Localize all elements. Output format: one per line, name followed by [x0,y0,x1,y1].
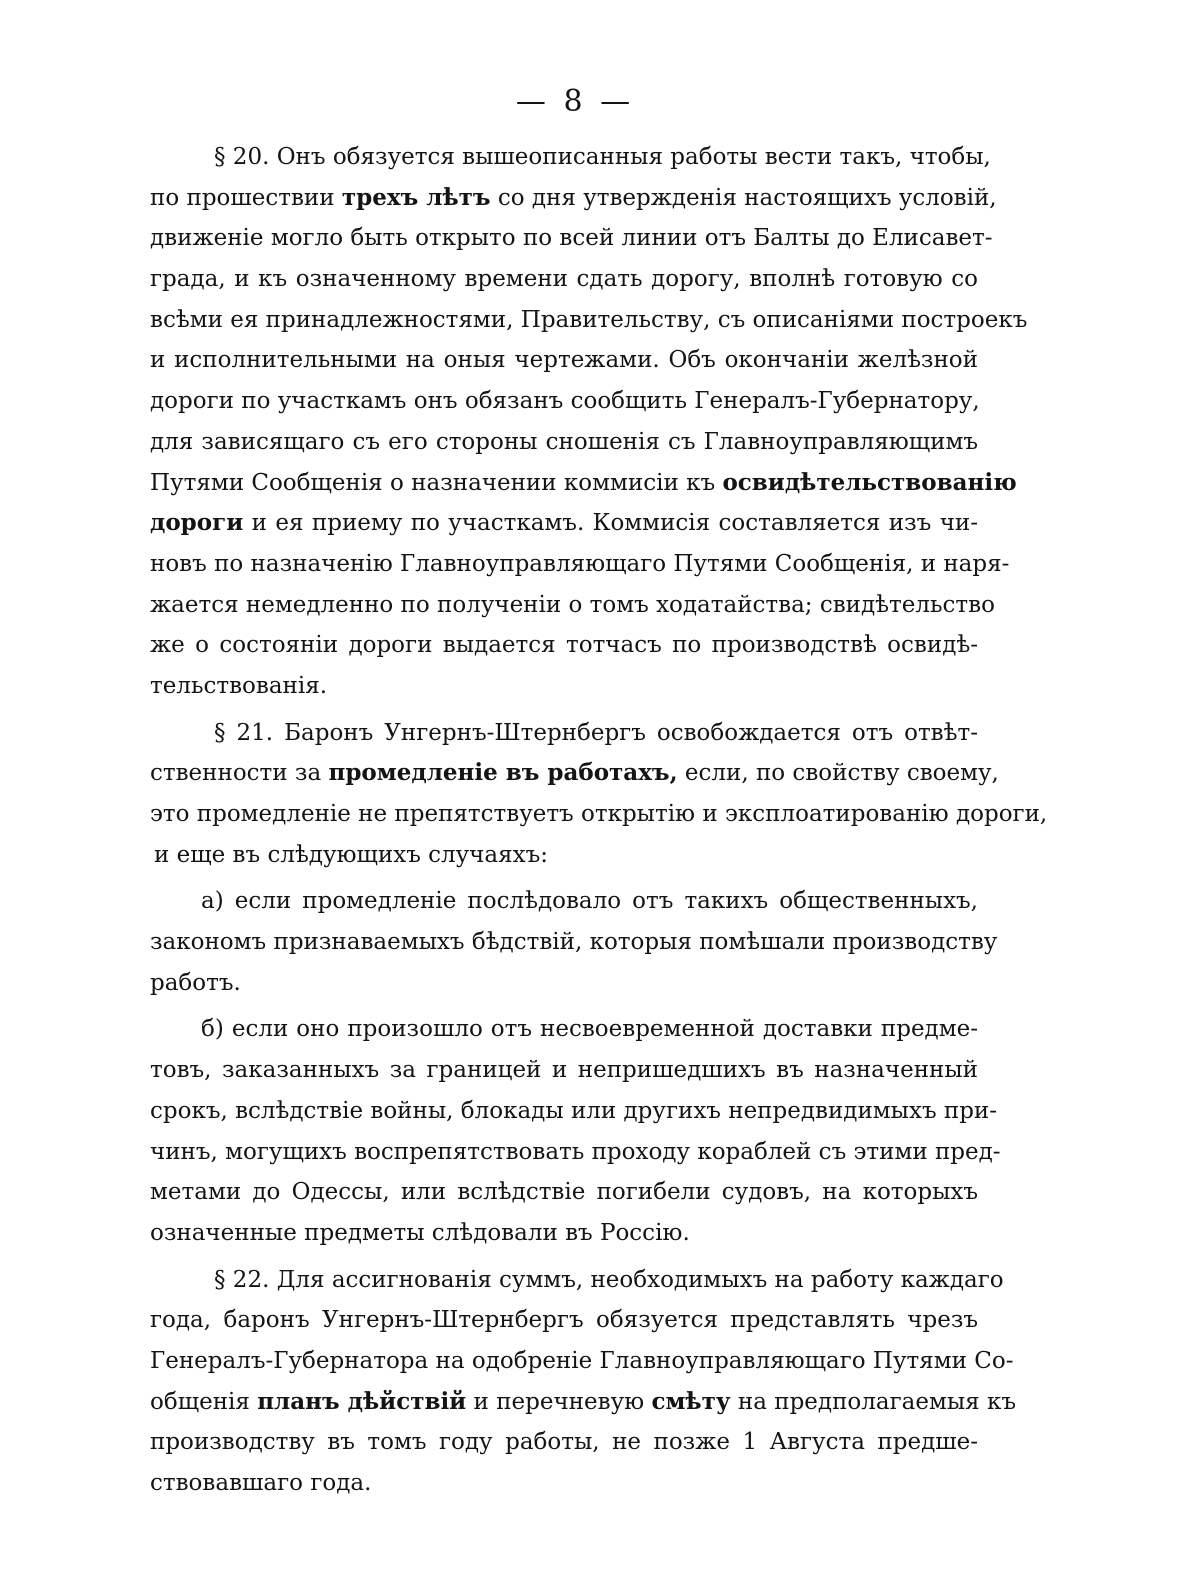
page-number: — 8 — [515,84,635,119]
text-segment: всѣми ея принадлежностями, Правительству, съ описаніями построекъ [150,306,1028,333]
text-line [150,1260,1004,1301]
text-line [150,625,978,666]
text-segment: и перечневую [466,1388,652,1415]
text-line [150,137,991,178]
text-line [150,666,978,707]
text-line [150,963,978,1004]
text-segment: закономъ признаваемыхъ бѣдствій, которыя помѣшали производству [150,929,998,956]
text-line [150,178,997,219]
text-line [150,463,1017,504]
text-segment: года, баронъ Унгернъ-Штернбергъ обязуется представлять чрезъ [150,1307,978,1334]
bold-text: освидѣтельствованію [722,468,1017,496]
text-line [150,1382,1016,1423]
text-segment: чинъ, могущихъ воспрепятствовать проходу кораблей съ этими пред- [150,1138,1001,1165]
paragraph-s21a [150,881,998,1003]
text-line [150,753,999,794]
text-segment: срокъ, вслѣдствіе войны, блокады или другихъ непредвидимыхъ при- [150,1097,998,1124]
bold-text: смѣту [651,1387,731,1415]
bold-text: дороги [150,509,244,537]
text-segment: же о состояніи дороги выдается тотчасъ по производствѣ освидѣ- [150,632,978,659]
text-segment: и ея приему по участкамъ. Коммисія составляется изъ чи- [243,510,978,537]
text-segment: для зависящаго съ его стороны сношенія съ Главноуправляющимъ [150,428,978,455]
bold-text: трехъ лѣтъ [341,183,491,211]
text-line [150,422,978,463]
text-line [150,794,1048,835]
text-segment: метами до Одессы, или вслѣдствіе погибели судовъ, на которыхъ [150,1179,978,1206]
bold-text: промедленіе въ работахъ, [328,759,678,787]
text-line [150,1172,978,1213]
text-segment: Генералъ-Губернатора на одобреніе Главноуправляющаго Путями Со- [150,1347,1014,1374]
text-line [150,1300,978,1341]
text-segment: § 22. Для ассигнованія суммъ, необходимыхъ на работу каждаго [214,1266,1004,1293]
text-segment: на предполагаемыя къ [730,1388,1016,1415]
text-segment: § 21. Баронъ Унгернъ-Штернбергъ освобождается отъ отвѣт- [214,719,978,746]
text-segment: это промедленіе не препятствуетъ открытію и эксплоатированію дороги, [150,801,1048,827]
paragraph-s20 [150,137,1028,707]
text-line [150,1091,998,1132]
text-line [150,1050,978,1091]
text-segment: а) если промедленіе послѣдовало отъ такихъ общественныхъ, [201,888,978,915]
text-segment: жается немедленно по полученіи о томъ ходатайства; свидѣтельство [150,591,995,618]
text-segment: дороги по участкамъ онъ обязанъ сообщить Генералъ-Губернатору, [150,388,980,415]
document-body [150,137,1048,1504]
text-line [150,381,978,422]
text-line [150,585,995,626]
text-line [150,544,1010,585]
text-line [150,881,978,922]
paragraph-s22 [150,1260,1016,1504]
text-line [150,1463,978,1504]
text-segment: движеніе могло быть открыто по всей линии отъ Балты до Елисавет- [150,225,993,252]
text-line [150,713,978,754]
text-line [150,922,998,963]
text-segment: и исполнительными на оныя чертежами. Объ окончаніи желѣзной [150,347,978,374]
text-segment: ствовавшаго года. [150,1470,372,1496]
text-segment: новъ по назначенію Главноуправляющаго Путями Сообщенія, и наря- [150,550,1010,577]
text-line [150,1132,1001,1173]
text-segment: б) если оно произошло отъ несвоевременной доставки предме- [201,1016,978,1043]
text-segment: по прошествии [150,184,342,211]
text-line [150,1422,978,1463]
text-line [150,340,978,381]
paragraph-s21b [150,1009,1001,1253]
paragraph-s21 [150,713,1048,876]
text-segment: и еще въ слѣдующихъ случаяхъ: [154,841,548,868]
text-segment: града, и къ означенному времени сдать дорогу, вполнѣ готовую со [150,266,978,293]
text-line [150,835,978,876]
text-line [150,300,1028,341]
text-segment: со дня утвержденія настоящихъ условій, [490,184,997,211]
text-line [150,1213,978,1254]
text-segment: Путями Сообщенія о назначении коммисіи къ [150,469,723,496]
text-segment: работъ. [150,969,241,996]
text-segment: § 20. Онъ обязуется вышеописанныя работы вести такъ, чтобы, [214,144,991,170]
text-line [150,503,978,544]
text-segment: товъ, заказанныхъ за границей и непришедшихъ въ назначенный [150,1057,978,1084]
text-segment: означенные предметы слѣдовали въ Россію. [150,1219,690,1246]
text-line [150,1341,1014,1382]
text-line [150,218,993,259]
text-segment: если, по свойству своему, [677,760,999,787]
text-segment: ственности за [150,760,329,787]
text-line [150,1009,978,1050]
text-line [150,259,978,300]
text-segment: общенія [150,1388,258,1415]
bold-text: планъ дѣйствій [257,1387,467,1415]
text-segment: тельствованія. [150,672,328,699]
text-segment: производству въ томъ году работы, не позже 1 Августа предше- [150,1429,978,1456]
